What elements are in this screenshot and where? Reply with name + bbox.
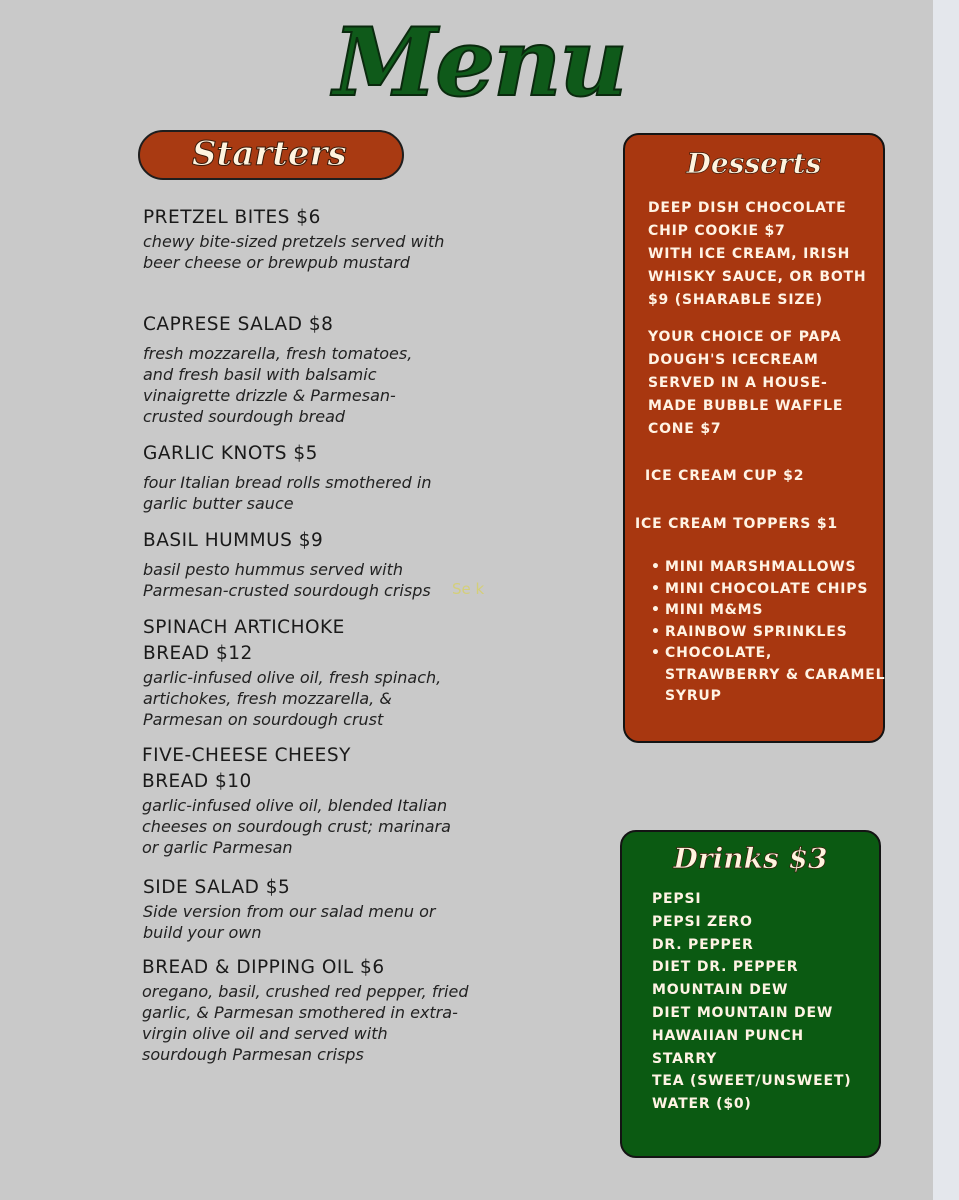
dessert-line: CONE $7 [648, 421, 722, 437]
drinks-list [652, 888, 851, 1116]
menu-item-basil-hummus [143, 528, 503, 601]
item-description: oregano, basil, crushed red pepper, fried garlic, & Parmesan smothered in extra-virgin olive oil and served with sourdough Parmesan crisps [142, 982, 469, 1064]
dessert-cookie-block [648, 197, 866, 312]
menu-item-garlic-knots [143, 441, 503, 514]
dessert-line: YOUR CHOICE OF PAPA [648, 329, 842, 345]
drink-item: DIET MOUNTAIN DEW [652, 1004, 834, 1021]
topper-item: • CHOCOLATE, [651, 643, 885, 665]
item-description: fresh mozzarella, fresh tomatoes, and fresh basil with balsamic vinaigrette drizzle & Parmesan-crusted sourdough bread [143, 344, 413, 426]
drink-item: TEA (SWEET/UNSWEET) [652, 1073, 852, 1090]
item-description: Side version from our salad menu or build your own [143, 902, 436, 942]
drink-item: WATER ($0) [652, 1096, 752, 1113]
starters-heading: Starters [192, 134, 347, 174]
drinks-heading: Drinks $3 [673, 842, 828, 875]
drinks-panel [620, 830, 881, 1158]
desserts-heading: Desserts [686, 147, 822, 180]
item-name: PRETZEL BITES $6 [143, 207, 321, 228]
dessert-ice-cream-cup: ICE CREAM CUP $2 [645, 468, 805, 484]
dessert-line: WITH ICE CREAM, IRISH [648, 246, 851, 262]
item-name: SIDE SALAD $5 [143, 877, 291, 898]
item-description: garlic-infused olive oil, fresh spinach, artichokes, fresh mozzarella, & Parmesan on sourdough crust [143, 668, 442, 729]
drink-item: MOUNTAIN DEW [652, 982, 789, 999]
item-name: BASIL HUMMUS $9 [143, 530, 324, 551]
item-name: GARLIC KNOTS $5 [143, 443, 318, 464]
topper-item: • MINI CHOCOLATE CHIPS [651, 579, 885, 601]
menu-item-pretzel-bites [143, 205, 503, 273]
item-description: basil pesto hummus served with Parmesan-crusted sourdough crisps [143, 560, 431, 600]
item-name: CAPRESE SALAD $8 [143, 314, 334, 335]
topper-item: • RAINBOW SPRINKLES [651, 622, 885, 644]
drink-item: DIET DR. PEPPER [652, 959, 799, 976]
dessert-waffle-block [648, 326, 843, 441]
starters-heading-pill [138, 130, 404, 180]
menu-title: Menu [333, 8, 626, 118]
menu-item-bread-dipping-oil [142, 955, 502, 1065]
dessert-ice-cream-toppers: ICE CREAM TOPPERS $1 [635, 516, 838, 532]
menu-item-side-salad [143, 875, 503, 943]
item-name: FIVE-CHEESE CHEESY BREAD $10 [142, 745, 351, 792]
item-description: garlic-infused olive oil, blended Italian cheeses on sourdough crust; marinara or garlic Parmesan [142, 796, 451, 857]
topper-item: • MINI M&MS [651, 600, 885, 622]
dessert-line: WHISKY SAUCE, OR BOTH [648, 269, 867, 285]
dessert-line: DOUGH'S ICECREAM [648, 352, 819, 368]
drink-item: PEPSI [652, 891, 702, 907]
item-name: BREAD & DIPPING OIL $6 [142, 957, 385, 978]
item-description: four Italian bread rolls smothered in garlic butter sauce [143, 473, 432, 513]
item-name: SPINACH ARTICHOKE BREAD $12 [143, 617, 345, 664]
dessert-line: DEEP DISH CHOCOLATE [648, 200, 847, 216]
dessert-line: MADE BUBBLE WAFFLE [648, 398, 844, 414]
drink-item: PEPSI ZERO [652, 913, 753, 930]
drink-item: HAWAIIAN PUNCH [652, 1027, 804, 1044]
watermark-text: Se k [452, 580, 485, 598]
desserts-panel [623, 133, 885, 743]
item-description: chewy bite-sized pretzels served with beer cheese or brewpub mustard [143, 232, 445, 272]
topper-item-continued: SYRUP [665, 688, 722, 704]
dessert-line: SERVED IN A HOUSE- [648, 375, 828, 391]
menu-item-spinach-artichoke-bread [143, 615, 503, 730]
topper-item: • MINI MARSHMALLOWS [651, 557, 885, 579]
page-edge [933, 0, 959, 1200]
menu-item-five-cheese-cheesy-bread [142, 743, 502, 858]
menu-item-caprese-salad [143, 312, 503, 427]
topper-item-continued: STRAWBERRY & CARAMEL [665, 666, 886, 683]
drink-item: DR. PEPPER [652, 936, 754, 953]
dessert-line: CHIP COOKIE $7 [648, 223, 786, 239]
dessert-line: $9 (SHARABLE SIZE) [648, 292, 823, 308]
topper-list [651, 557, 885, 708]
drink-item: STARRY [652, 1050, 718, 1067]
